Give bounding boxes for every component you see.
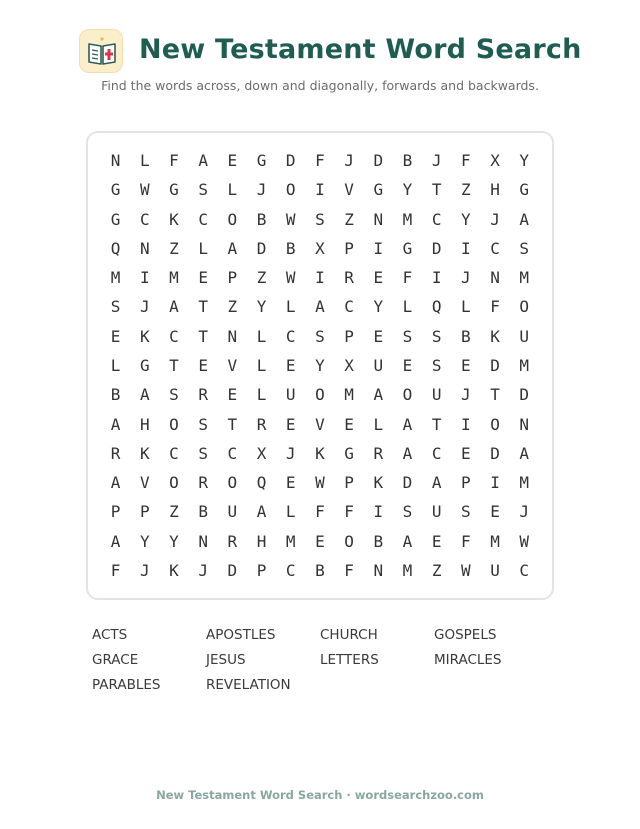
grid-cell[interactable]: L [139, 151, 150, 171]
grid-cell[interactable]: K [139, 443, 150, 463]
grid-cell[interactable]: O [285, 180, 296, 200]
grid-cell[interactable]: Z [461, 180, 471, 200]
grid-cell[interactable]: O [169, 414, 179, 434]
grid-cell[interactable]: V [344, 180, 354, 200]
grid-cell[interactable]: A [198, 151, 208, 171]
page-header [0, 28, 640, 76]
page-title: New Testament Word Search [139, 34, 582, 65]
grid-cell[interactable]: I [315, 268, 325, 288]
grid-cell[interactable]: E [461, 355, 471, 375]
grid-cell[interactable]: P [344, 238, 354, 258]
grid-cell[interactable]: H [490, 180, 500, 200]
word-list-item: LETTERS [320, 652, 379, 668]
grid-cell[interactable]: C [139, 209, 150, 229]
grid-cell[interactable]: S [198, 414, 208, 434]
grid-cell[interactable]: B [402, 151, 413, 171]
grid-cell[interactable]: X [490, 151, 500, 171]
grid-cell[interactable]: A [139, 385, 150, 405]
grid-cell[interactable]: F [402, 268, 413, 288]
grid-cell[interactable]: Q [431, 297, 442, 317]
grid-cell[interactable]: L [256, 385, 267, 405]
puzzle-grid [101, 146, 539, 585]
grid-cell[interactable]: Y [519, 151, 530, 171]
grid-cell[interactable]: N [519, 414, 530, 434]
instructions-text: Find the words across, down and diagonally, forwards and backwards. [101, 78, 539, 93]
grid-cell[interactable]: U [227, 502, 238, 522]
word-list-item: REVELATION [206, 677, 291, 693]
grid-cell[interactable]: L [256, 355, 267, 375]
grid-cell[interactable]: E [490, 502, 500, 522]
grid-cell[interactable]: J [461, 385, 471, 405]
grid-cell[interactable]: A [402, 531, 413, 551]
word-list-item: JESUS [206, 652, 246, 668]
grid-cell[interactable]: V [227, 355, 238, 375]
grid-cell[interactable]: A [402, 414, 413, 434]
grid-cell[interactable]: D [431, 238, 442, 258]
word-list-item: PARABLES [92, 677, 161, 693]
grid-cell[interactable]: I [431, 268, 442, 288]
grid-cell[interactable]: U [373, 355, 384, 375]
grid-cell[interactable]: A [227, 238, 238, 258]
grid-cell[interactable]: K [139, 326, 150, 346]
grid-cell[interactable]: X [256, 443, 267, 463]
grid-cell[interactable]: S [519, 238, 530, 258]
grid-cell[interactable]: F [315, 151, 325, 171]
grid-cell[interactable]: F [344, 560, 354, 580]
grid-cell[interactable]: J [461, 268, 471, 288]
word-list-item: APOSTLES [206, 627, 276, 643]
grid-cell[interactable]: Y [256, 297, 267, 317]
grid-cell[interactable]: I [373, 238, 384, 258]
grid-cell[interactable]: O [344, 531, 354, 551]
grid-cell[interactable]: Z [169, 502, 179, 522]
grid-cell[interactable]: P [256, 560, 267, 580]
grid-cell[interactable]: N [139, 238, 150, 258]
grid-cell[interactable]: C [285, 560, 296, 580]
grid-cell[interactable]: M [344, 385, 354, 405]
grid-cell[interactable]: E [315, 531, 325, 551]
grid-cell[interactable]: O [402, 385, 413, 405]
grid-cell[interactable]: M [519, 268, 530, 288]
grid-cell[interactable]: P [344, 473, 354, 493]
grid-cell[interactable]: I [461, 238, 471, 258]
grid-cell[interactable]: A [402, 443, 413, 463]
grid-cell[interactable]: L [198, 238, 208, 258]
grid-cell[interactable]: O [227, 473, 238, 493]
grid-cell[interactable]: I [373, 502, 384, 522]
grid-cell[interactable]: T [198, 326, 208, 346]
grid-cell[interactable]: C [519, 560, 530, 580]
grid-cell[interactable]: Y [315, 355, 325, 375]
grid-cell[interactable]: Z [344, 209, 354, 229]
grid-cell[interactable]: I [139, 268, 150, 288]
grid-cell[interactable]: V [139, 473, 150, 493]
grid-cell[interactable]: S [110, 297, 121, 317]
grid-cell[interactable]: F [490, 297, 500, 317]
grid-cell[interactable]: B [461, 326, 471, 346]
grid-cell[interactable]: X [315, 238, 325, 258]
grid-cell[interactable]: S [431, 326, 442, 346]
grid-cell[interactable]: W [519, 531, 530, 551]
grid-cell[interactable]: Q [256, 473, 267, 493]
page-footer: New Testament Word Search · wordsearchzoo.com [156, 788, 484, 802]
grid-cell[interactable]: J [256, 180, 267, 200]
grid-cell[interactable]: T [490, 385, 500, 405]
word-list [92, 627, 552, 702]
grid-cell[interactable]: M [402, 209, 413, 229]
grid-cell[interactable]: P [461, 473, 471, 493]
grid-cell[interactable]: D [373, 151, 384, 171]
grid-cell[interactable]: U [519, 326, 530, 346]
grid-cell[interactable]: J [431, 151, 442, 171]
grid-cell[interactable]: E [285, 473, 296, 493]
grid-cell[interactable]: S [315, 326, 325, 346]
grid-cell[interactable]: B [373, 531, 384, 551]
grid-cell[interactable]: K [315, 443, 325, 463]
grid-cell[interactable]: K [169, 560, 179, 580]
grid-cell[interactable]: F [110, 560, 121, 580]
grid-cell[interactable]: W [285, 268, 296, 288]
grid-cell[interactable]: L [461, 297, 471, 317]
grid-cell[interactable]: S [169, 385, 179, 405]
grid-cell[interactable]: C [198, 209, 208, 229]
word-list-item: CHURCH [320, 627, 378, 643]
word-list-item: GRACE [92, 652, 139, 668]
grid-cell[interactable]: N [198, 531, 208, 551]
grid-cell[interactable]: Y [461, 209, 471, 229]
grid-cell[interactable]: R [256, 414, 267, 434]
grid-cell[interactable]: S [198, 180, 208, 200]
grid-cell[interactable]: A [519, 443, 530, 463]
grid-cell[interactable]: G [519, 180, 530, 200]
grid-cell[interactable]: N [373, 560, 384, 580]
grid-cell[interactable]: M [285, 531, 296, 551]
grid-cell[interactable]: R [344, 268, 354, 288]
grid-cell[interactable]: L [285, 297, 296, 317]
grid-cell[interactable]: U [431, 502, 442, 522]
grid-cell[interactable]: J [490, 209, 500, 229]
grid-cell[interactable]: A [110, 473, 121, 493]
grid-cell[interactable]: G [373, 180, 384, 200]
grid-cell[interactable]: I [490, 473, 500, 493]
grid-cell[interactable]: Y [169, 531, 179, 551]
grid-cell[interactable]: G [344, 443, 354, 463]
grid-cell[interactable]: A [519, 209, 530, 229]
grid-cell[interactable]: P [344, 326, 354, 346]
grid-cell[interactable]: K [373, 473, 384, 493]
grid-cell[interactable]: E [373, 326, 384, 346]
grid-cell[interactable]: S [461, 502, 471, 522]
grid-cell[interactable]: F [461, 151, 471, 171]
grid-cell[interactable]: E [461, 443, 471, 463]
grid-cell[interactable]: L [402, 297, 413, 317]
grid-cell[interactable]: L [110, 355, 121, 375]
grid-cell[interactable]: I [315, 180, 325, 200]
grid-cell[interactable]: D [285, 151, 296, 171]
grid-cell[interactable]: M [402, 560, 413, 580]
grid-cell[interactable]: E [227, 385, 238, 405]
grid-cell[interactable]: G [256, 151, 267, 171]
word-list-item: GOSPELS [434, 627, 497, 643]
grid-cell[interactable]: R [198, 385, 208, 405]
grid-cell[interactable]: A [169, 297, 179, 317]
grid-cell[interactable]: C [169, 443, 179, 463]
grid-cell[interactable]: Q [110, 238, 121, 258]
grid-cell[interactable]: W [315, 473, 325, 493]
grid-cell[interactable]: O [169, 473, 179, 493]
grid-cell[interactable]: J [285, 443, 296, 463]
grid-cell[interactable]: E [198, 268, 208, 288]
grid-cell[interactable]: B [315, 560, 325, 580]
grid-cell[interactable]: G [402, 238, 413, 258]
grid-cell[interactable]: X [344, 355, 354, 375]
grid-cell[interactable]: N [227, 326, 238, 346]
grid-cell[interactable]: W [461, 560, 471, 580]
grid-cell[interactable]: H [139, 414, 150, 434]
grid-cell[interactable]: A [110, 414, 121, 434]
grid-cell[interactable]: Y [373, 297, 384, 317]
grid-cell[interactable]: M [169, 268, 179, 288]
grid-cell[interactable]: E [110, 326, 121, 346]
grid-cell[interactable]: K [169, 209, 179, 229]
grid-cell[interactable]: E [344, 414, 354, 434]
grid-cell[interactable]: A [315, 297, 325, 317]
grid-cell[interactable]: O [490, 414, 500, 434]
grid-cell[interactable]: C [344, 297, 354, 317]
grid-cell[interactable]: G [169, 180, 179, 200]
grid-cell[interactable]: B [198, 502, 208, 522]
grid-cell[interactable]: C [285, 326, 296, 346]
grid-cell[interactable]: R [373, 443, 384, 463]
grid-cell[interactable]: B [256, 209, 267, 229]
grid-cell[interactable]: Z [169, 238, 179, 258]
grid-cell[interactable]: Z [256, 268, 267, 288]
grid-cell[interactable]: F [169, 151, 179, 171]
grid-cell[interactable]: E [227, 151, 238, 171]
grid-cell[interactable]: J [198, 560, 208, 580]
grid-cell[interactable]: A [110, 531, 121, 551]
grid-cell[interactable]: O [519, 297, 530, 317]
grid-cell[interactable]: U [285, 385, 296, 405]
grid-cell[interactable]: E [373, 268, 384, 288]
grid-cell[interactable]: D [490, 355, 500, 375]
grid-cell[interactable]: G [139, 355, 150, 375]
grid-cell[interactable]: R [198, 473, 208, 493]
grid-cell[interactable]: G [110, 180, 121, 200]
grid-cell[interactable]: G [110, 209, 121, 229]
grid-cell[interactable]: R [227, 531, 238, 551]
grid-cell[interactable]: S [402, 502, 413, 522]
grid-cell[interactable]: T [227, 414, 238, 434]
grid-cell[interactable]: S [431, 355, 442, 375]
grid-cell[interactable]: R [110, 443, 121, 463]
grid-cell[interactable]: E [198, 355, 208, 375]
grid-cell[interactable]: D [227, 560, 238, 580]
grid-cell[interactable]: Z [227, 297, 238, 317]
word-list-item: ACTS [92, 627, 128, 643]
grid-cell[interactable]: J [519, 502, 530, 522]
grid-cell[interactable]: F [315, 502, 325, 522]
grid-cell[interactable]: M [490, 531, 500, 551]
grid-cell[interactable]: L [373, 414, 384, 434]
grid-cell[interactable]: K [490, 326, 500, 346]
grid-cell[interactable]: Y [402, 180, 413, 200]
grid-cell[interactable]: L [256, 326, 267, 346]
grid-cell[interactable]: W [139, 180, 150, 200]
grid-cell[interactable]: M [519, 473, 530, 493]
grid-cell[interactable]: C [169, 326, 179, 346]
grid-cell[interactable]: W [285, 209, 296, 229]
grid-cell[interactable]: M [519, 355, 530, 375]
grid-cell[interactable]: L [285, 502, 296, 522]
grid-cell[interactable]: D [519, 385, 530, 405]
grid-cell[interactable]: U [490, 560, 500, 580]
grid-cell[interactable]: O [227, 209, 238, 229]
grid-cell[interactable]: S [402, 326, 413, 346]
grid-cell[interactable]: S [198, 443, 208, 463]
grid-cell[interactable]: J [139, 297, 150, 317]
grid-cell[interactable]: B [285, 238, 296, 258]
grid-cell[interactable]: M [110, 268, 121, 288]
grid-cell[interactable]: E [285, 355, 296, 375]
grid-cell[interactable]: O [315, 385, 325, 405]
grid-cell[interactable]: S [315, 209, 325, 229]
grid-cell[interactable]: T [169, 355, 179, 375]
grid-cell[interactable]: P [227, 268, 238, 288]
grid-cell[interactable]: N [110, 151, 121, 171]
grid-cell[interactable]: A [256, 502, 267, 522]
grid-cell[interactable]: E [285, 414, 296, 434]
grid-cell[interactable]: Y [139, 531, 150, 551]
grid-cell[interactable]: F [461, 531, 471, 551]
grid-cell[interactable]: P [110, 502, 121, 522]
grid-cell[interactable]: C [431, 443, 442, 463]
grid-cell[interactable]: N [490, 268, 500, 288]
grid-cell[interactable]: D [402, 473, 413, 493]
grid-cell[interactable]: F [344, 502, 354, 522]
grid-cell[interactable]: B [110, 385, 121, 405]
grid-cell[interactable]: P [139, 502, 150, 522]
grid-cell[interactable]: D [490, 443, 500, 463]
grid-cell[interactable]: T [431, 414, 442, 434]
bible-book-icon [79, 29, 123, 73]
grid-cell[interactable]: N [373, 209, 384, 229]
grid-cell[interactable]: E [402, 355, 413, 375]
grid-cell[interactable]: J [344, 151, 354, 171]
grid-cell[interactable]: A [431, 473, 442, 493]
grid-cell[interactable]: D [256, 238, 267, 258]
grid-cell[interactable]: A [373, 385, 384, 405]
grid-cell[interactable]: V [315, 414, 325, 434]
grid-cell[interactable]: T [431, 180, 442, 200]
grid-cell[interactable]: T [198, 297, 208, 317]
grid-cell[interactable]: C [490, 238, 500, 258]
word-list-item: MIRACLES [434, 652, 502, 668]
grid-cell[interactable]: C [431, 209, 442, 229]
grid-cell[interactable]: C [227, 443, 238, 463]
grid-cell[interactable]: H [256, 531, 267, 551]
grid-cell[interactable]: L [227, 180, 238, 200]
grid-cell[interactable]: E [431, 531, 442, 551]
grid-cell[interactable]: I [461, 414, 471, 434]
grid-cell[interactable]: J [139, 560, 150, 580]
grid-cell[interactable]: U [431, 385, 442, 405]
grid-cell[interactable]: Z [431, 560, 442, 580]
